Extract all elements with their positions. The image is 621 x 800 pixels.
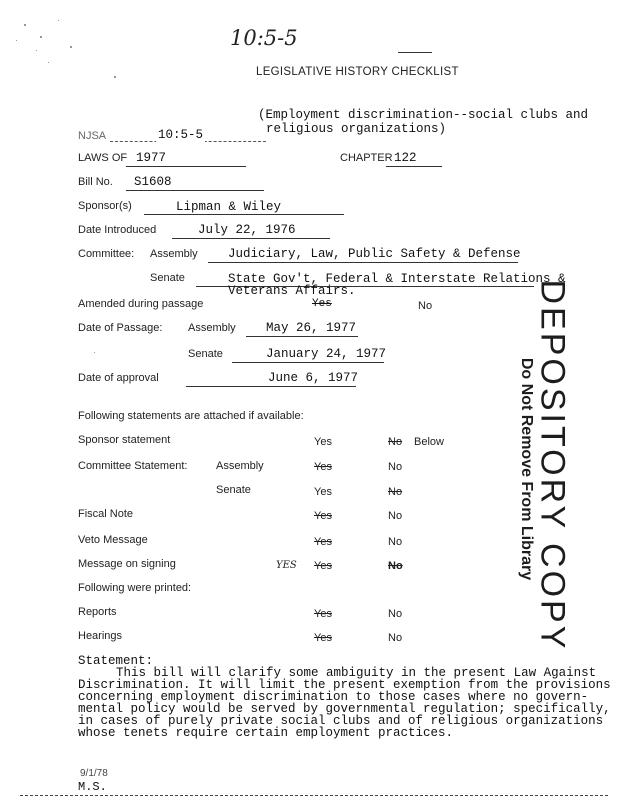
sponsor-label: Sponsor(s): [78, 200, 132, 212]
subject-line-2: religious organizations): [266, 122, 447, 136]
statement-label: Statement:: [78, 654, 154, 668]
committee-senate-value-1: State Gov't, Federal & Interstate Relations &: [228, 272, 566, 286]
date-approval-value: June 6, 1977: [268, 371, 359, 385]
passage-assembly-label: Assembly: [188, 322, 236, 334]
committee-assembly-line: [208, 262, 518, 263]
row-sublabel: Senate: [216, 484, 251, 496]
row-yes: Yes: [314, 560, 332, 572]
printed-row-no: No: [388, 608, 403, 620]
njsa-value: 10:5-5: [158, 128, 204, 142]
row-extra: Below: [414, 436, 444, 448]
statement-line: mental policy would be served by governmental regulation; specifically,: [78, 702, 611, 716]
amended-yes: Yes: [312, 298, 332, 310]
committee-senate-value-2: Veterans Affairs.: [228, 284, 356, 298]
printed-row-yes: Yes: [314, 608, 332, 620]
amended-no: No: [418, 300, 433, 312]
committee-senate-label: Senate: [150, 272, 185, 284]
amended-label: Amended during passage: [78, 298, 204, 310]
statement-line: concerning employment discrimination to those cases where no govern-: [78, 690, 589, 704]
committee-label: Committee:: [78, 248, 135, 260]
printed-row-label: Reports: [78, 606, 117, 618]
passage-senate-label: Senate: [188, 348, 223, 360]
row-no: No: [388, 560, 403, 572]
laws-of-line: [126, 166, 246, 167]
statement-line: in cases of purely private social clubs and of religious organizations: [78, 714, 604, 728]
row-yes: Yes: [314, 436, 332, 448]
row-label: Veto Message: [78, 534, 148, 546]
depository-stamp: [482, 279, 602, 652]
handwritten-underline: [398, 52, 432, 53]
row-label: Sponsor statement: [78, 434, 171, 446]
bill-line: [126, 190, 264, 191]
following-attached: Following statements are attached if available:: [78, 410, 304, 422]
njsa-label: NJSA: [78, 130, 107, 142]
row-no: No: [388, 461, 403, 473]
printed-row-no: No: [388, 632, 403, 644]
chapter-value: 122: [394, 151, 417, 165]
following-printed: Following were printed:: [78, 582, 192, 594]
date-introduced-label: Date Introduced: [78, 224, 157, 236]
date-approval-line: [186, 386, 356, 387]
row-no: No: [388, 486, 403, 498]
date-approval-label: Date of approval: [78, 372, 159, 384]
laws-of-label: LAWS OF: [78, 152, 128, 164]
passage-senate-line: [232, 362, 384, 363]
statement-line: whose tenets require certain employment practices.: [78, 726, 454, 740]
chapter-label: CHAPTER: [340, 152, 393, 164]
bill-value: S1608: [134, 175, 172, 189]
row-handwritten: YES: [276, 560, 297, 571]
passage-senate-value: January 24, 1977: [266, 347, 387, 361]
handwritten-statute: 10:5-5: [230, 26, 298, 50]
chapter-line: [386, 166, 442, 167]
row-yes: Yes: [314, 536, 332, 548]
date-introduced-value: July 22, 1976: [198, 223, 296, 237]
date-introduced-line: [172, 238, 330, 239]
page-title: LEGISLATIVE HISTORY CHECKLIST: [256, 66, 459, 78]
row-label: Message on signing: [78, 558, 176, 570]
stamp-sub-text: Do Not Remove From Library: [518, 357, 535, 581]
row-yes: Yes: [314, 461, 332, 473]
statement-line: This bill will clarify some ambiguity in the present Law Against: [116, 666, 597, 680]
row-yes: Yes: [314, 486, 332, 498]
stamp-main-text: DEPOSITORY COPY: [533, 279, 572, 652]
passage-assembly-line: [246, 336, 358, 337]
footer-initials: M.S.: [78, 780, 107, 794]
row-yes: Yes: [314, 510, 332, 522]
bill-label: Bill No.: [78, 176, 113, 188]
row-label: Fiscal Note: [78, 508, 134, 520]
row-sublabel: Assembly: [216, 460, 264, 472]
row-no: No: [388, 436, 403, 448]
sponsor-line: [144, 214, 344, 215]
statement-line: Discrimination. It will limit the present exemption from the provisions: [78, 678, 611, 692]
printed-row-label: Hearings: [78, 630, 123, 642]
date-passage-label: Date of Passage:: [78, 322, 163, 334]
row-no: No: [388, 536, 403, 548]
row-no: No: [388, 510, 403, 522]
sponsor-value: Lipman & Wiley: [176, 200, 282, 214]
footer-date: 9/1/78: [80, 768, 108, 779]
subject-line-1: (Employment discrimination--social clubs and: [258, 108, 589, 122]
row-label: Committee Statement:: [78, 460, 188, 472]
committee-assembly-value: Judiciary, Law, Public Safety & Defense: [228, 247, 521, 261]
printed-row-yes: Yes: [314, 632, 332, 644]
laws-of-value: 1977: [136, 151, 167, 165]
committee-assembly-label: Assembly: [150, 248, 198, 260]
footer-dash-line: [20, 795, 608, 796]
passage-assembly-value: May 26, 1977: [266, 321, 357, 335]
